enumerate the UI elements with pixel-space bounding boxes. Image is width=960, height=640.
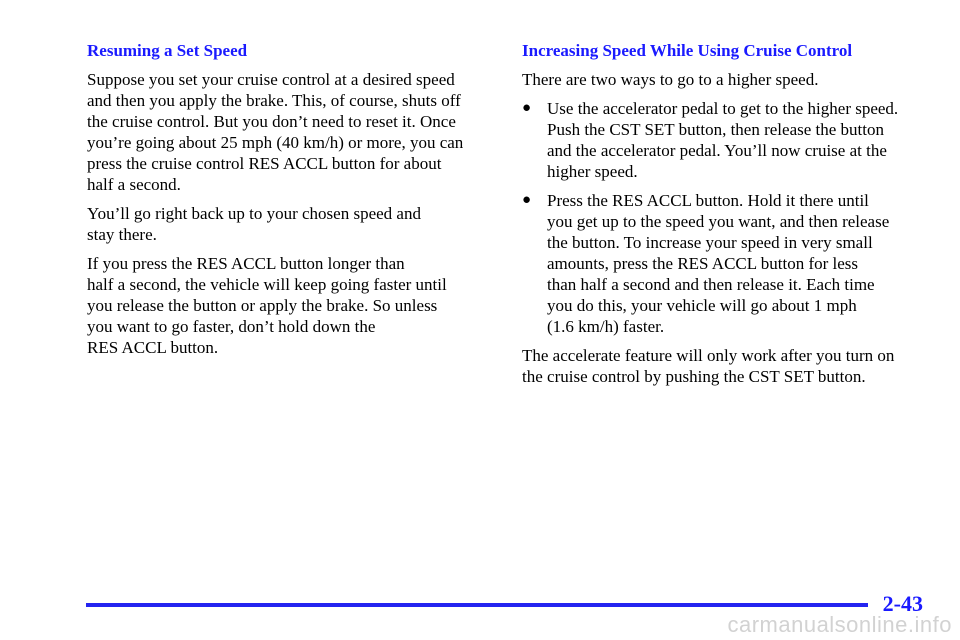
left-column bbox=[87, 40, 487, 366]
bullet-icon: ● bbox=[522, 100, 532, 116]
paragraph-resuming-2: You’ll go right back up to your chosen speed and stay there. bbox=[87, 204, 421, 244]
page-number: 2-43 bbox=[882, 591, 923, 616]
paragraph-resuming-1: Suppose you set your cruise control at a desired speed and then you apply the brake. This, of course, shuts off the cruise control. But you don’t need to reset it. Once you’re going about 25 mph (40 km/h) or more, you can press the cruise control RES ACCL button for about half a second. bbox=[87, 70, 464, 194]
watermark: carmanualsonline.info bbox=[727, 612, 952, 637]
right-column bbox=[522, 40, 922, 395]
bullet-item-res-accl: ● Press the RES ACCL button. Hold it there until you get up to the speed you want, and then release the button. To increase your speed in very small amounts, press the RES ACCL button for less than half a second and then release it. Each time you do this, your vehicle will go about 1 mph (1.6 km/h) faster. bbox=[522, 191, 890, 336]
paragraph-intro: There are two ways to go to a higher speed. bbox=[522, 70, 819, 89]
section-heading-increasing: Increasing Speed While Using Cruise Control bbox=[522, 41, 853, 60]
paragraph-closing: The accelerate feature will only work after you turn on the cruise control by pushing the CST SET button. bbox=[522, 346, 895, 386]
section-heading-resuming: Resuming a Set Speed bbox=[87, 41, 248, 60]
bullet-icon: ● bbox=[522, 192, 532, 208]
bullet-item-accelerator: ● Use the accelerator pedal to get to the higher speed. Push the CST SET button, then release the button and the accelerator pedal. You’ll now cruise at the higher speed. bbox=[522, 99, 899, 181]
footer-rule bbox=[86, 603, 868, 607]
paragraph-resuming-3: If you press the RES ACCL button longer than half a second, the vehicle will keep going faster until you release the button or apply the brake. So unless you want to go faster, don’t hold down the RES ACCL button. bbox=[87, 254, 447, 357]
